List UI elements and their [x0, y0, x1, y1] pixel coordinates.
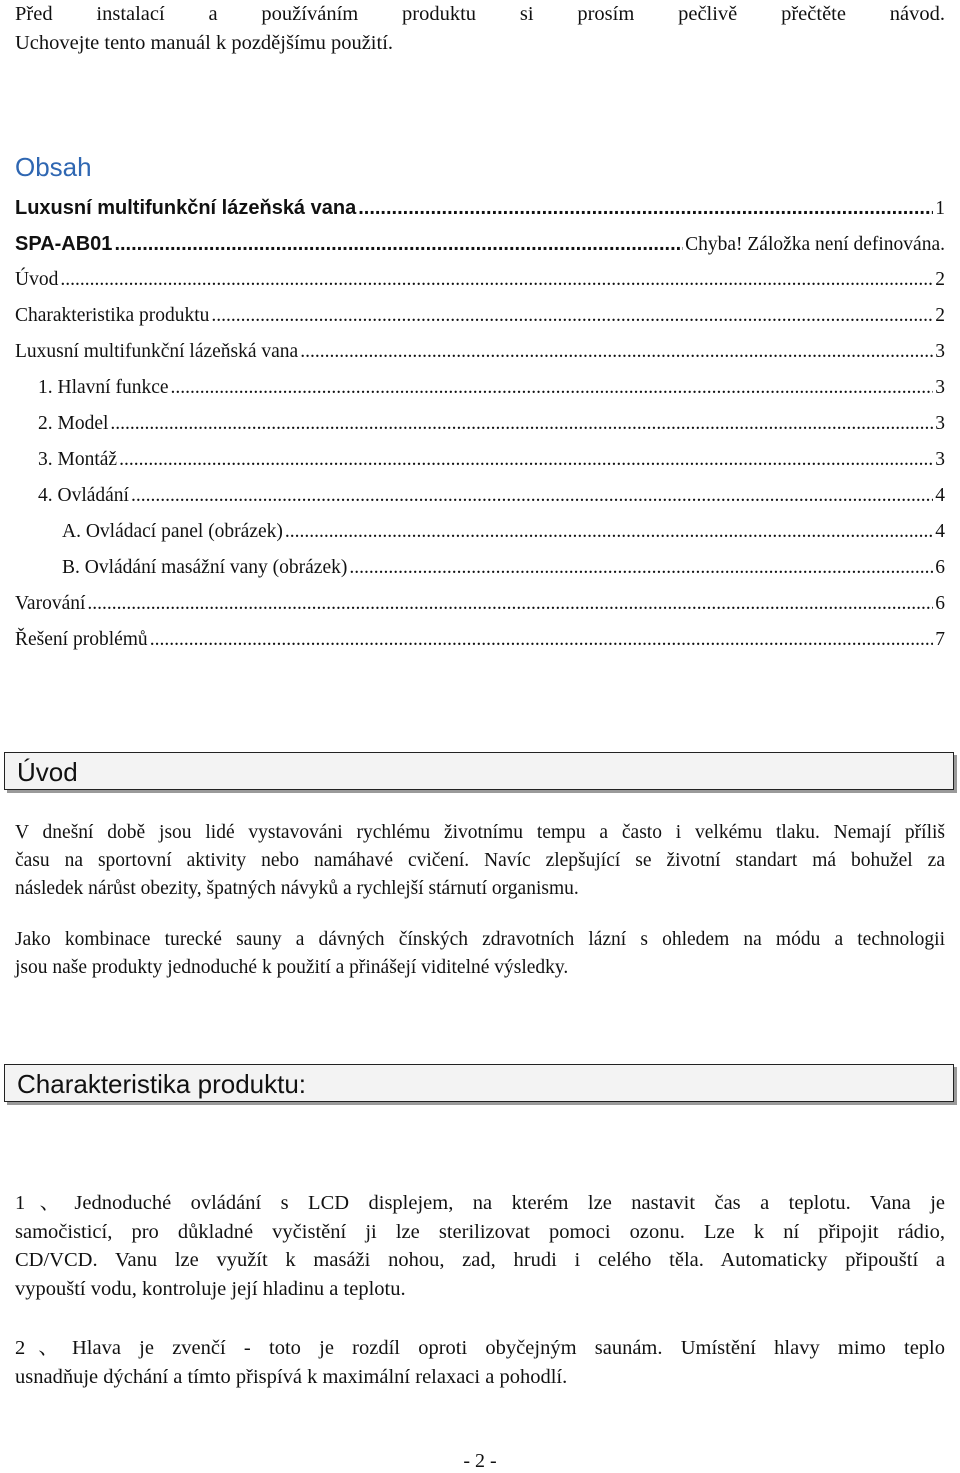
charakteristika-paragraph-1: [15, 1189, 945, 1303]
uvod-paragraph-1: [15, 819, 945, 903]
intro-line-1: Před instalací a používáním produktu si prosím pečlivě přečtěte návod.: [15, 3, 945, 25]
toc-leader-dots: [110, 406, 933, 442]
toc-leader-dots: [300, 334, 933, 370]
toc-entry[interactable]: [15, 298, 945, 334]
toc-entry-page: 2: [935, 305, 945, 326]
toc-entry-page: 7: [935, 629, 945, 650]
paragraph-line: 2、Hlava je zvenčí - toto je rozdíl oproti obyčejným saunám. Umístění hlavy mimo teplo: [15, 1337, 945, 1359]
toc-entry[interactable]: [15, 262, 945, 298]
toc-entry[interactable]: [38, 442, 945, 478]
charakteristika-paragraph-2: [15, 1334, 945, 1391]
paragraph-line: usnadňuje dýchání a tímto přispívá k maximální relaxaci a pohodlí.: [15, 1365, 568, 1388]
toc-entry-label: SPA-AB01: [15, 233, 113, 255]
toc-entry[interactable]: [15, 334, 945, 370]
uvod-paragraph-2: [15, 926, 945, 982]
toc-entry-page: 2: [935, 269, 945, 290]
toc-entry-page: 6: [935, 557, 945, 578]
paragraph-line: vypouští vodu, kontroluje její hladinu a teplotu.: [15, 1277, 406, 1300]
paragraph-line: samočisticí, pro důkladné vyčistění ji lze sterilizovat pomoci ozonu. Lze k ní připojit rádio,: [15, 1220, 945, 1243]
toc-leader-dots: [60, 262, 933, 298]
page-number: - 2 -: [463, 1450, 497, 1472]
toc-entry[interactable]: [38, 370, 945, 406]
toc-entry-page: 3: [935, 341, 945, 362]
toc-entry[interactable]: [62, 514, 945, 550]
intro-notice: [15, 0, 945, 58]
toc-entry-label: 2. Model: [38, 413, 109, 434]
paragraph-line: následek nárůst obezity, špatných návyků a rychlejší stárnutí organismu.: [15, 878, 579, 899]
toc-title: Obsah: [15, 152, 92, 182]
toc-entry-page: 4: [935, 485, 945, 506]
toc-entry-label: 1. Hlavní funkce: [38, 377, 169, 398]
toc-entry-label: 3. Montáž: [38, 449, 118, 470]
toc-entry[interactable]: [15, 226, 945, 262]
toc-entry-label: Luxusní multifunkční lázeňská vana: [15, 197, 357, 219]
paragraph-line: CD/VCD. Vanu lze využít k masáži nohou, zad, hrudi i celého těla. Automaticky připouští a: [15, 1249, 945, 1271]
toc-entry[interactable]: [62, 550, 945, 586]
toc-entry-label: Řešení problémů: [15, 629, 148, 650]
section-heading-charakteristika: Charakteristika produktu:: [4, 1064, 954, 1102]
toc-entry-label: A. Ovládací panel (obrázek): [62, 521, 283, 542]
toc-entry[interactable]: [38, 406, 945, 442]
toc-entry-page: 1: [935, 198, 945, 219]
section-heading-uvod: Úvod: [4, 752, 954, 790]
toc-leader-dots: [114, 226, 683, 262]
toc-leader-dots: [211, 298, 933, 334]
paragraph-line: jsou naše produkty jednoduché k použití a přinášejí viditelné výsledky.: [15, 957, 569, 978]
paragraph-line: Jako kombinace turecké sauny a dávných čínských zdravotních lázní s ohledem na módu a technologii: [15, 929, 945, 950]
intro-line-2: Uchovejte tento manuál k pozdějšímu použití.: [15, 32, 394, 54]
toc-entry-page: 4: [935, 521, 945, 542]
toc-leader-dots: [119, 442, 933, 478]
toc-entry-label: Úvod: [15, 269, 59, 290]
toc-entry[interactable]: [15, 622, 945, 658]
toc-entry-label: Charakteristika produktu: [15, 305, 210, 326]
toc-entry-label: B. Ovládání masážní vany (obrázek): [62, 557, 348, 578]
toc-entry-page: 6: [935, 593, 945, 614]
toc-entry[interactable]: [15, 586, 945, 622]
paragraph-line: času na sportovní aktivity nebo namáhavé cvičení. Navíc zlepšující se životní standart má bohužel za: [15, 850, 945, 871]
toc-entry-page: 3: [935, 377, 945, 398]
toc-leader-dots: [131, 478, 933, 514]
toc-entry-label: Varování: [15, 593, 86, 614]
toc-entry[interactable]: [15, 190, 945, 226]
toc-entry-label: Luxusní multifunkční lázeňská vana: [15, 341, 299, 362]
toc-entry-page-error: Chyba! Záložka není definována.: [685, 234, 945, 255]
toc-leader-dots: [87, 586, 933, 622]
toc-leader-dots: [150, 622, 934, 658]
toc-entry-page: 3: [935, 413, 945, 434]
toc-entry-label: 4. Ovládání: [38, 485, 129, 506]
toc-entry-page: 3: [935, 449, 945, 470]
toc-leader-dots: [285, 514, 933, 550]
toc-leader-dots: [349, 550, 933, 586]
paragraph-line: V dnešní době jsou lidé vystavováni rychlému životnímu tempu a často i velkému tlaku. Nemají příliš: [15, 822, 945, 843]
toc-leader-dots: [358, 190, 933, 226]
paragraph-line: 1、Jednoduché ovládání s LCD displejem, na kterém lze nastavit čas a teplotu. Vana je: [15, 1192, 945, 1214]
toc-entry[interactable]: [38, 478, 945, 514]
toc-leader-dots: [171, 370, 934, 406]
